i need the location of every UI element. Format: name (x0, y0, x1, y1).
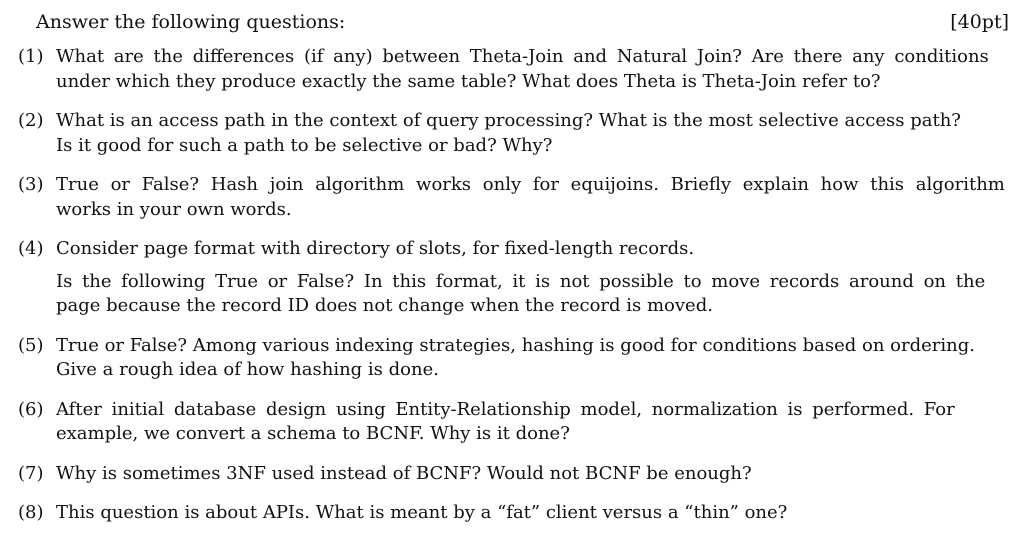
question-number: (1) (18, 46, 44, 67)
question-6 (18, 398, 955, 447)
question-3 (18, 173, 1005, 222)
question-1 (18, 45, 989, 94)
question-line: What is an access path in the context of query processing? What is the most selective access path? (56, 110, 961, 131)
question-line: example, we convert a schema to BCNF. Why is it done? (56, 423, 570, 444)
question-line: under which they produce exactly the same table? What does Theta is Theta-Join refer to? (56, 70, 881, 92)
question-line: What are the differences (if any) between Theta-Join and Natural Join? Are there any conditions (56, 46, 989, 67)
question-line: works in your own words. (56, 198, 292, 220)
question-7 (18, 462, 940, 487)
question-number: (5) (18, 334, 44, 356)
question-line: Consider page format with directory of slots, for fixed-length records. (56, 238, 695, 259)
question-line: True or False? Among various indexing strategies, hashing is good for conditions based on ordering. (56, 334, 975, 356)
question-list (18, 45, 1005, 541)
question-text (56, 45, 989, 94)
instructions-heading: Answer the following questions: (36, 11, 346, 33)
points-label: [40pt] (950, 11, 1009, 33)
question-text (56, 109, 961, 158)
question-line: Why is sometimes 3NF used instead of BCNF? Would not BCNF be enough? (56, 462, 752, 484)
question-number: (3) (18, 174, 44, 195)
question-line: This question is about APIs. What is meant by a “fat” client versus a “thin” one? (56, 502, 788, 523)
question-line: True or False? Hash join algorithm works only for equijoins. Briefly explain how this algorithm (56, 174, 1005, 195)
question-8 (18, 501, 940, 526)
question-number: (6) (18, 398, 44, 420)
question-line: Is the following True or False? In this format, it is not possible to move records around on the (56, 270, 986, 292)
question-line: page because the record ID does not change when the record is moved. (56, 295, 713, 316)
question-number: (7) (18, 462, 44, 484)
question-text (56, 173, 1005, 222)
question-4 (18, 237, 986, 319)
question-text (56, 462, 940, 487)
question-text (56, 334, 975, 383)
question-number: (2) (18, 110, 44, 131)
question-2 (18, 109, 961, 158)
question-number: (8) (18, 502, 44, 523)
question-number: (4) (18, 238, 44, 259)
question-text (56, 398, 955, 447)
question-text (56, 237, 985, 319)
question-line: Give a rough idea of how hashing is done. (56, 359, 439, 380)
question-line: Is it good for such a path to be selective or bad? Why? (56, 134, 553, 156)
question-5 (18, 334, 975, 383)
question-line: After initial database design using Entity-Relationship model, normalization is performed. For (56, 398, 955, 420)
question-text (56, 501, 940, 526)
